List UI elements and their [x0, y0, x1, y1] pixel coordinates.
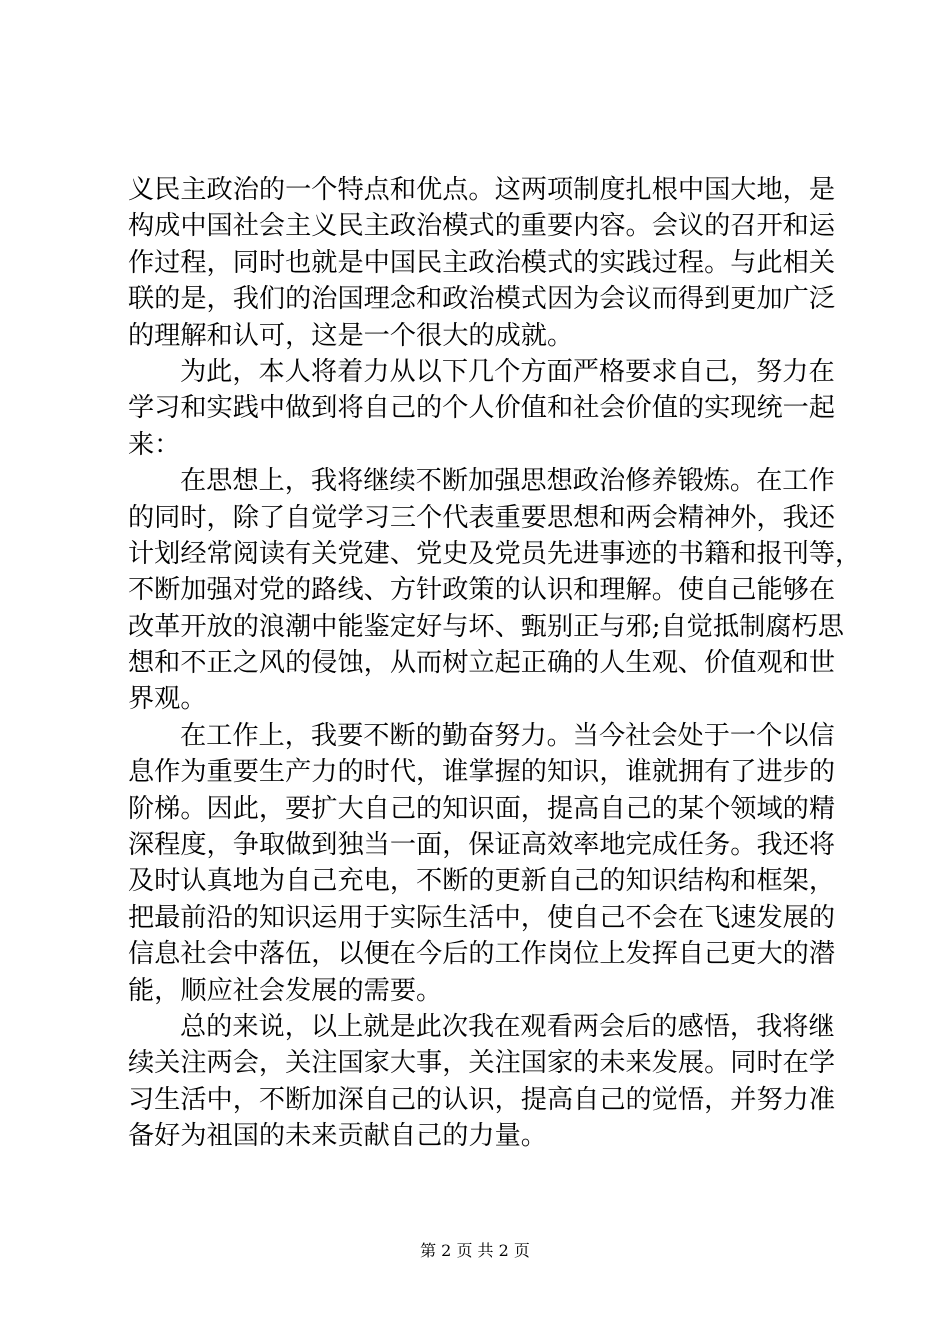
page-footer	[0, 1241, 950, 1261]
paragraph-line: 来：	[128, 429, 181, 460]
paragraph	[128, 1009, 836, 1155]
paragraph-line: 及时认真地为自己充电，不断的更新自己的知识结构和框架，	[128, 866, 836, 897]
paragraph-line: 信息社会中落伍，以便在今后的工作岗位上发挥自己更大的潜	[128, 939, 836, 970]
paragraph-line: 能，顺应社会发展的需要。	[128, 975, 443, 1006]
paragraph-line: 不断加强对党的路线、方针政策的认识和理解。使自己能够在	[128, 575, 836, 606]
paragraph-line: 为此，本人将着力从以下几个方面严格要求自己，努力在	[180, 356, 835, 387]
paragraph-line: 续关注两会，关注国家大事，关注国家的未来发展。同时在学	[128, 1048, 836, 1079]
paragraph-line: 改革开放的浪潮中能鉴定好与坏、甄别正与邪;自觉抵制腐朽思	[128, 611, 844, 642]
document-body	[128, 172, 862, 1155]
paragraph-line: 阶梯。因此，要扩大自己的知识面，提高自己的某个领域的精	[128, 793, 836, 824]
paragraph-line: 的理解和认可，这是一个很大的成就。	[128, 320, 574, 351]
paragraph-line: 构成中国社会主义民主政治模式的重要内容。会议的召开和运	[128, 211, 836, 242]
paragraph-line: 联的是，我们的治国理念和政治模式因为会议而得到更加广泛	[128, 284, 836, 315]
paragraph-line: 在工作上，我要不断的勤奋努力。当今社会处于一个以信	[180, 720, 835, 751]
paragraph-line: 习生活中，不断加深自己的认识，提高自己的觉悟，并努力准	[128, 1084, 836, 1115]
paragraph-line: 把最前沿的知识运用于实际生活中，使自己不会在飞速发展的	[128, 902, 836, 933]
paragraph-line: 在思想上，我将继续不断加强思想政治修养锻炼。在工作	[180, 466, 835, 497]
paragraph-line: 想和不正之风的侵蚀，从而树立起正确的人生观、价值观和世	[128, 648, 836, 679]
paragraph	[128, 354, 836, 463]
paragraph-line: 计划经常阅读有关党建、党史及党员先进事迹的书籍和报刊等，	[128, 538, 862, 569]
paragraph-line: 息作为重要生产力的时代，谁掌握的知识，谁就拥有了进步的	[128, 757, 836, 788]
paragraph	[128, 463, 862, 718]
paragraph-line: 的同时，除了自觉学习三个代表重要思想和两会精神外，我还	[128, 502, 836, 533]
paragraph-line: 深程度，争取做到独当一面，保证高效率地完成任务。我还将	[128, 830, 836, 861]
paragraph-line: 学习和实践中做到将自己的个人价值和社会价值的实现统一起	[128, 393, 836, 424]
paragraph	[128, 718, 836, 1009]
paragraph-line: 备好为祖国的未来贡献自己的力量。	[128, 1121, 547, 1152]
paragraph-line: 界观。	[128, 684, 207, 715]
page-number-label: 第 2 页 共 2 页	[420, 1241, 530, 1260]
paragraph-line: 义民主政治的一个特点和优点。这两项制度扎根中国大地，是	[128, 175, 836, 205]
paragraph	[128, 172, 836, 354]
paragraph-line: 总的来说，以上就是此次我在观看两会后的感悟，我将继	[180, 1011, 835, 1042]
paragraph-line: 作过程，同时也就是中国民主政治模式的实践过程。与此相关	[128, 247, 836, 278]
